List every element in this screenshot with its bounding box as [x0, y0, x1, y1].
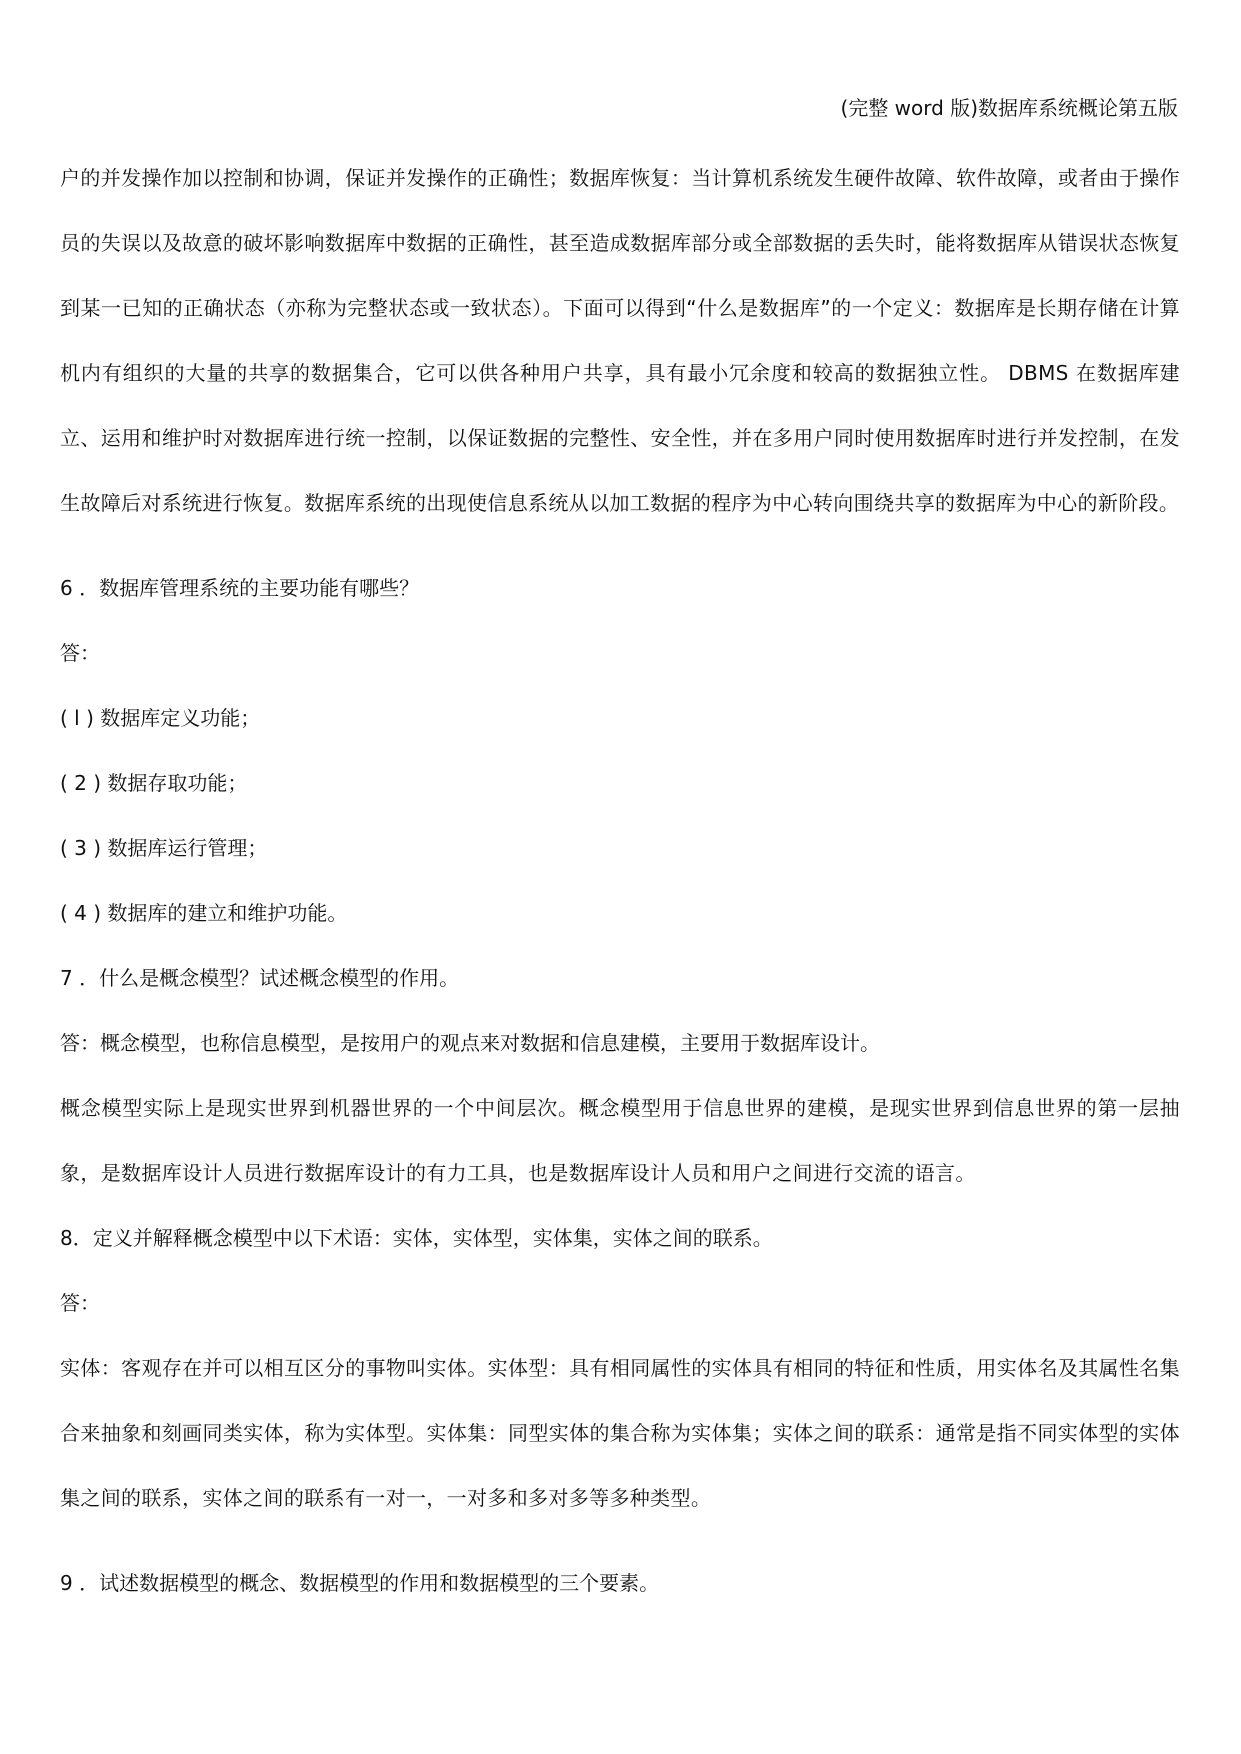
paragraph-database-definition: 户的并发操作加以控制和协调，保证并发操作的正确性；数据库恢复：当计算机系统发生硬件故障、软件故障，或者由于操作员的失误以及故意的破坏影响数据库中数据的正确性，甚至造成数据库部分或全部数据的丢失时，能将数据库从错误状态恢复到某一已知的正确状态（亦称为完整状态或一致状态）。下面可以得到“什么是数据库”的一个定义：数据库是长期存储在计算机内有组织的大量的共享的数据集合，它可以供各种用户共享，具有最小冗余度和较高的数据独立性。 DBMS 在数据库建立、运用和维护时对数据库进行统一控制，以保证数据的完整性、安全性，并在多用户同时使用数据库时进行并发控制，在发生故障后对系统进行恢复。数据库系统的出现使信息系统从以加工数据的程序为中心转向围绕共享的数据库为中心的新阶段。 [60, 166, 1180, 515]
question-9: 9 ．试述数据模型的概念、数据模型的作用和数据模型的三个要素。 [60, 1571, 660, 1595]
answer-6-item-1: ( l ) 数据库定义功能； [60, 706, 261, 730]
answer-7-paragraph: 概念模型实际上是现实世界到机器世界的一个中间层次。概念模型用于信息世界的建模，是现实世界到信息世界的第一层抽象，是数据库设计人员进行数据库设计的有力工具，也是数据库设计人员和用户之间进行交流的语言。 [60, 1096, 1180, 1185]
page-header-title: (完整 word 版)数据库系统概论第五版 [840, 96, 1178, 120]
spacer [60, 536, 1180, 556]
question-7: 7 ．什么是概念模型？试述概念模型的作用。 [60, 966, 460, 990]
question-6: 6 ．数据库管理系统的主要功能有哪些？ [60, 576, 420, 600]
answer-6-label: 答： [60, 641, 100, 665]
question-8: 8．定义并解释概念模型中以下术语：实体，实体型，实体集，实体之间的联系。 [60, 1226, 773, 1250]
answer-6-item-4: ( 4 ) 数据库的建立和维护功能。 [60, 901, 348, 925]
answer-6-item-3: ( 3 ) 数据库运行管理； [60, 836, 268, 860]
answer-7-line: 答：概念模型，也称信息模型，是按用户的观点来对数据和信息建模，主要用于数据库设计。 [60, 1031, 880, 1055]
document-body [60, 146, 1180, 1616]
answer-8-label: 答： [60, 1291, 100, 1315]
answer-6-item-2: ( 2 ) 数据存取功能； [60, 771, 248, 795]
answer-8-paragraph: 实体：客观存在并可以相互区分的事物叫实体。实体型：具有相同属性的实体具有相同的特征和性质，用实体名及其属性名集合来抽象和刻画同类实体，称为实体型。实体集：同型实体的集合称为实体集；实体之间的联系：通常是指不同实体型的实体集之间的联系，实体之间的联系有一对一，一对多和多对多等多种类型。 [60, 1356, 1180, 1510]
spacer [60, 1531, 1180, 1551]
